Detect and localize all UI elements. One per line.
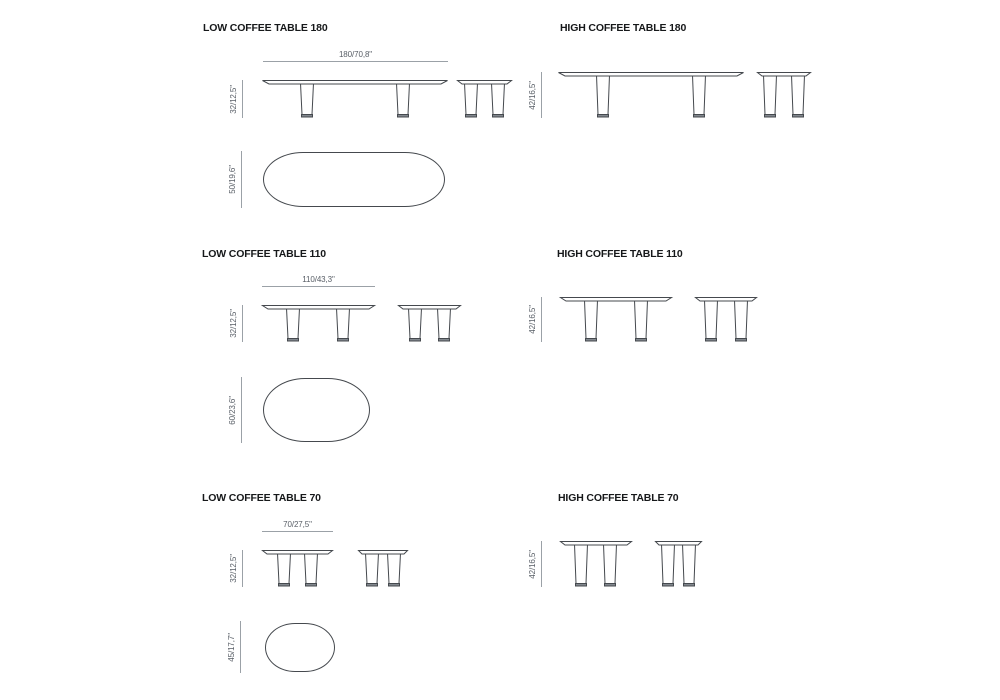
side-elevation-drawing-low-110 xyxy=(398,305,461,342)
dimension-line xyxy=(263,61,448,62)
depth-dimension-label: 50/19,6" xyxy=(228,165,237,194)
dimension-line xyxy=(242,305,243,342)
side-elevation-drawing-high-70 xyxy=(655,541,702,587)
section-title-low-coffee-table-110: LOW COFFEE TABLE 110 xyxy=(202,248,326,260)
front-elevation-drawing-low-70 xyxy=(262,550,333,587)
dimension-line xyxy=(241,377,242,443)
side-elevation-drawing-high-110 xyxy=(695,297,757,342)
dimension-line xyxy=(541,541,542,587)
depth-dimension-low-110 xyxy=(224,377,242,443)
top-view-drawing-low-70 xyxy=(265,623,335,672)
section-title-low-coffee-table-70: LOW COFFEE TABLE 70 xyxy=(202,492,321,504)
height-dimension-high-110 xyxy=(524,297,542,342)
height-dimension-label: 42/16,5" xyxy=(528,549,537,579)
dimension-line xyxy=(242,550,243,587)
section-title-high-coffee-table-180: HIGH COFFEE TABLE 180 xyxy=(560,22,687,34)
front-elevation-drawing-high-110 xyxy=(560,297,672,342)
length-dimension-low-180 xyxy=(263,50,448,62)
dimension-line xyxy=(541,297,542,342)
length-dimension-label: 70/27,5" xyxy=(283,520,312,529)
side-elevation-drawing-low-180 xyxy=(457,80,512,118)
section-title-high-coffee-table-110: HIGH COFFEE TABLE 110 xyxy=(557,248,683,260)
front-elevation-drawing-high-180 xyxy=(558,72,744,118)
height-dimension-label: 42/16,5" xyxy=(528,305,537,334)
dimension-line xyxy=(541,72,542,118)
side-elevation-drawing-low-70 xyxy=(358,550,408,587)
height-dimension-label: 32/12,5" xyxy=(229,84,238,114)
height-dimension-high-70 xyxy=(524,541,542,587)
front-elevation-drawing-low-110 xyxy=(262,305,375,342)
height-dimension-label: 42/16,5" xyxy=(528,80,537,110)
length-dimension-label: 180/70,8" xyxy=(338,50,373,59)
depth-dimension-low-70 xyxy=(223,621,241,673)
height-dimension-high-180 xyxy=(524,72,542,118)
length-dimension-low-70 xyxy=(262,520,333,532)
top-view-drawing-low-180 xyxy=(263,152,445,207)
top-view-drawing-low-110 xyxy=(263,378,370,442)
dimension-line xyxy=(262,531,333,532)
section-title-high-coffee-table-70: HIGH COFFEE TABLE 70 xyxy=(558,492,679,504)
height-dimension-low-70 xyxy=(225,550,243,587)
dimension-line xyxy=(242,80,243,118)
height-dimension-label: 32/12,5" xyxy=(229,309,238,338)
side-elevation-drawing-high-180 xyxy=(757,72,811,118)
depth-dimension-label: 45/17,7" xyxy=(227,632,236,662)
height-dimension-low-110 xyxy=(225,305,243,342)
front-elevation-drawing-high-70 xyxy=(560,541,632,587)
dimension-line xyxy=(241,151,242,208)
length-dimension-low-110 xyxy=(262,275,375,287)
length-dimension-label: 110/43,3" xyxy=(302,275,335,284)
depth-dimension-low-180 xyxy=(224,151,242,208)
depth-dimension-label: 60/23,6" xyxy=(228,395,237,425)
height-dimension-low-180 xyxy=(225,80,243,118)
height-dimension-label: 32/12,5" xyxy=(229,554,238,583)
dimension-line xyxy=(262,286,375,287)
section-title-low-coffee-table-180: LOW COFFEE TABLE 180 xyxy=(203,22,328,34)
dimension-line xyxy=(240,621,241,673)
front-elevation-drawing-low-180 xyxy=(262,80,448,118)
